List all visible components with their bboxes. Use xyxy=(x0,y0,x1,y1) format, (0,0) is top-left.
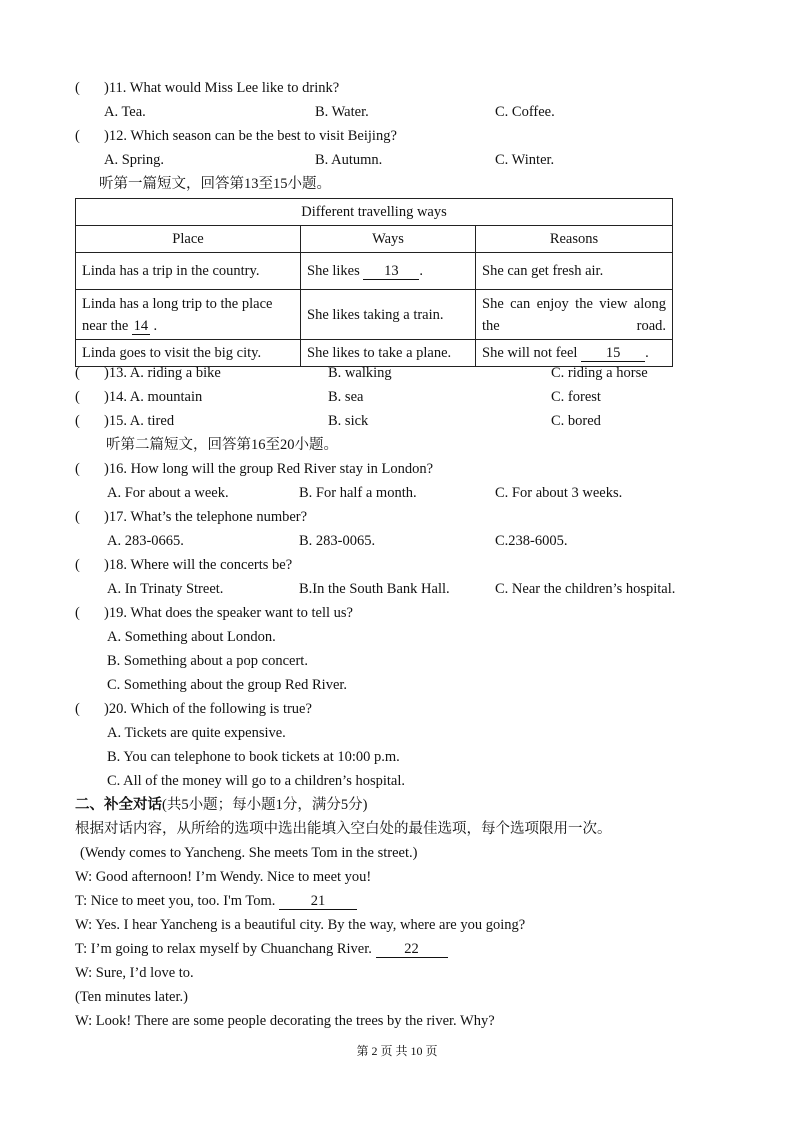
q19-option-a: A. Something about London. xyxy=(107,629,276,645)
dialogue-line: W: Sure, I’d love to. xyxy=(75,965,194,981)
q15-paren: ( xyxy=(75,413,80,429)
q13-stem: )13. A. riding a bike xyxy=(104,365,221,381)
q20-option-c: C. All of the money will go to a children’s hospital. xyxy=(107,773,406,789)
q11-paren: ( xyxy=(75,80,80,96)
table-cell-reasons: She can enjoy the view along the road. xyxy=(476,290,673,340)
q19-option-c: C. Something about the group Red River. xyxy=(107,677,348,693)
dialogue-line: W: Yes. I hear Yancheng is a beautiful city. By the way, where are you going? xyxy=(75,917,526,933)
q16-stem: )16. How long will the group Red River stay in London? xyxy=(104,461,434,477)
q18-option-c: C. Near the children’s hospital. xyxy=(495,581,676,597)
q20-paren: ( xyxy=(75,701,80,717)
dialogue-line: W: Good afternoon! I’m Wendy. Nice to meet you! xyxy=(75,869,372,885)
q14-paren: ( xyxy=(75,389,80,405)
q19-paren: ( xyxy=(75,605,80,621)
dialogue-line: (Ten minutes later.) xyxy=(75,989,188,1005)
q20-option-b: B. You can telephone to book tickets at 10:00 p.m. xyxy=(107,749,400,765)
q18-option-b: B.In the South Bank Hall. xyxy=(299,581,450,597)
q12-stem: )12. Which season can be the best to visit Beijing? xyxy=(104,128,397,144)
q19-option-b: B. Something about a pop concert. xyxy=(107,653,308,669)
table-cell-place: Linda has a long trip to the place near the 14 . xyxy=(76,290,301,340)
q19-stem: )19. What does the speaker want to tell us? xyxy=(104,605,353,621)
q16-paren: ( xyxy=(75,461,80,477)
q12-paren: ( xyxy=(75,128,80,144)
blank-13: 13 xyxy=(363,263,419,280)
travel-table xyxy=(75,198,673,367)
blank-22: 22 xyxy=(376,941,448,958)
table-cell-reasons: She will not feel 15 . xyxy=(476,340,673,367)
section2-score: (共5小题；每小题1分，满分5分) xyxy=(162,797,368,813)
q12-option-b: B. Autumn. xyxy=(315,152,383,168)
q18-option-a: A. In Trinaty Street. xyxy=(107,581,224,597)
q17-stem: )17. What’s the telephone number? xyxy=(104,509,308,525)
table-cell-reasons: She can get fresh air. xyxy=(476,253,673,290)
dialogue-context: (Wendy comes to Yancheng. She meets Tom in the street.) xyxy=(80,845,418,861)
section2-heading xyxy=(75,795,367,815)
q18-stem: )18. Where will the concerts be? xyxy=(104,557,293,573)
q16-option-c: C. For about 3 weeks. xyxy=(495,485,623,501)
q16-option-a: A. For about a week. xyxy=(107,485,229,501)
q15-stem: )15. A. tired xyxy=(104,413,175,429)
passage2-intro: 听第二篇短文，回答第16至20小题。 xyxy=(106,437,338,453)
q14-option-b: B. sea xyxy=(328,389,364,405)
table-header-ways: Ways xyxy=(301,226,476,253)
section2-instruction: 根据对话内容，从所给的选项中选出能填入空白处的最佳选项，每个选项限用一次。 xyxy=(75,821,612,837)
blank-21: 21 xyxy=(279,893,357,910)
table-header-place: Place xyxy=(76,226,301,253)
table-title: Different travelling ways xyxy=(76,199,673,226)
q13-option-c: C. riding a horse xyxy=(551,365,648,381)
q20-stem: )20. Which of the following is true? xyxy=(104,701,312,717)
q17-option-b: B. 283-0065. xyxy=(299,533,376,549)
q15-option-b: B. sick xyxy=(328,413,369,429)
q11-stem: )11. What would Miss Lee like to drink? xyxy=(104,80,340,96)
q12-option-c: C. Winter. xyxy=(495,152,555,168)
q13-option-b: B. walking xyxy=(328,365,392,381)
q16-option-b: B. For half a month. xyxy=(299,485,417,501)
q18-paren: ( xyxy=(75,557,80,573)
passage1-intro: 听第一篇短文，回答第13至15小题。 xyxy=(99,176,331,192)
page-footer: 第 2 页 共 10 页 xyxy=(356,1044,438,1058)
dialogue-line: W: Look! There are some people decorating the trees by the river. Why? xyxy=(75,1013,495,1029)
q13-paren: ( xyxy=(75,365,80,381)
table-cell-place: Linda goes to visit the big city. xyxy=(76,340,301,367)
q17-option-c: C.238-6005. xyxy=(495,533,568,549)
blank-15: 15 xyxy=(581,345,645,362)
q11-option-c: C. Coffee. xyxy=(495,104,555,120)
table-header-reasons: Reasons xyxy=(476,226,673,253)
q14-stem: )14. A. mountain xyxy=(104,389,203,405)
dialogue-line: T: Nice to meet you, too. I'm Tom. 21 xyxy=(75,891,357,911)
q17-paren: ( xyxy=(75,509,80,525)
q17-option-a: A. 283-0665. xyxy=(107,533,184,549)
q12-option-a: A. Spring. xyxy=(104,152,165,168)
q14-option-c: C. forest xyxy=(551,389,601,405)
table-cell-ways: She likes 13 . xyxy=(301,253,476,290)
q20-option-a: A. Tickets are quite expensive. xyxy=(107,725,286,741)
q11-option-b: B. Water. xyxy=(315,104,369,120)
q15-option-c: C. bored xyxy=(551,413,601,429)
section2-title: 二、补全对话 xyxy=(75,797,162,813)
q11-option-a: A. Tea. xyxy=(104,104,146,120)
dialogue-line: T: I’m going to relax myself by Chuanchang River. 22 xyxy=(75,939,448,959)
table-cell-ways: She likes taking a train. xyxy=(301,290,476,340)
blank-14: 14 xyxy=(133,317,149,334)
table-cell-ways: She likes to take a plane. xyxy=(301,340,476,367)
table-cell-place: Linda has a trip in the country. xyxy=(76,253,301,290)
